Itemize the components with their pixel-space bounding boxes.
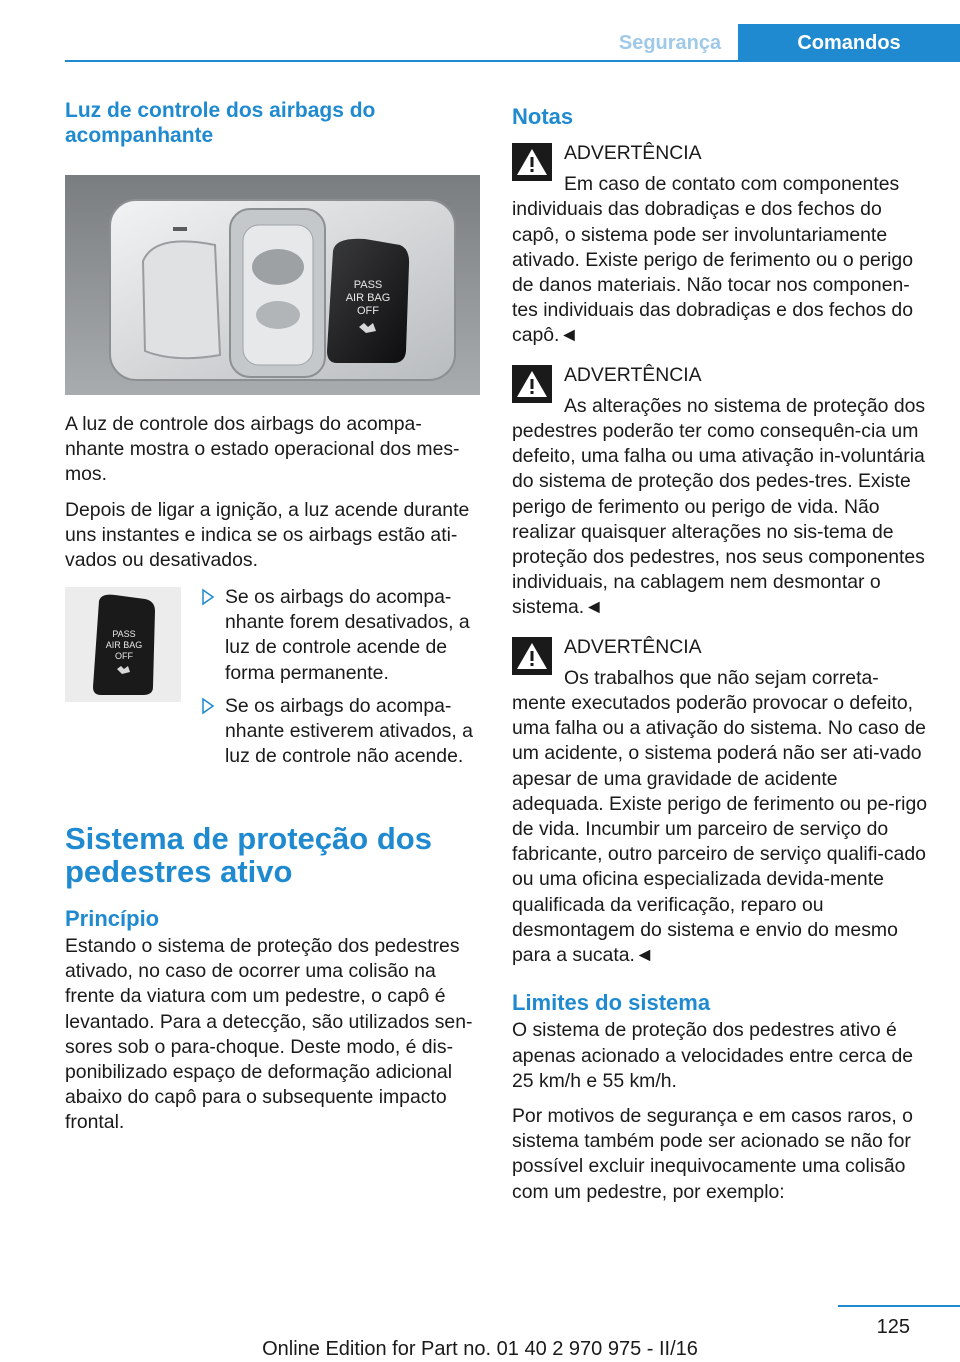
heading-airbag-light: Luz de controle dos airbags do acompanhante bbox=[65, 99, 376, 147]
footer-rule bbox=[838, 1305, 960, 1307]
paragraph-airbag-light-1: A luz de controle dos airbags do acompa-nhante mostra o estado operacional dos mes-mos. bbox=[65, 413, 460, 486]
right-column bbox=[512, 104, 928, 1205]
list-item: Se os airbags do acompa-nhante estiverem ativados, a luz de controle não acende. bbox=[201, 694, 481, 770]
paragraph-airbag-light-2: Depois de ligar a ignição, a luz acende durante uns instantes e indica se os airbags estão ati-vados ou desativados. bbox=[65, 498, 470, 572]
heading-pedestrian-system: Sistema de proteção dos pedestres ativo bbox=[65, 821, 432, 889]
heading-limits: Limites do sistema bbox=[512, 990, 711, 1016]
header-rule bbox=[65, 60, 960, 62]
pass-airbag-label: PASS bbox=[353, 279, 383, 291]
triangle-bullet-icon bbox=[201, 588, 215, 606]
edition-note: Online Edition for Part no. 01 40 2 970 975 - II/16 bbox=[262, 1338, 698, 1360]
bullet-list bbox=[201, 585, 481, 769]
left-column bbox=[65, 98, 481, 573]
svg-text:PASS: PASS bbox=[112, 629, 136, 639]
heading-principle: Princípio bbox=[65, 906, 160, 931]
warning-1: ADVERTÊNCIA Em caso de contato com componentes individuais das dobradiças e dos fechos do capô, o sistema pode ser involuntariamente ativado. Existe perigo de ferimento ou o perigo de danos materiais. Não tocar nos componen-tes individuais das dobradiças e dos fechos do capô.◄ bbox=[512, 142, 913, 347]
airbag-control-photo bbox=[65, 175, 480, 395]
tab-comandos[interactable]: Comandos bbox=[738, 24, 960, 62]
paragraph-principle: Estando o sistema de proteção dos pedestres ativado, no caso de ocorrer uma colisão na frente da viatura com um pedestre, o capô é levantado. Para a detecção, são utilizados sen-sores sob o para-choque. Deste modo, é dis-ponibilizado espaço de deformação adicional abaixo do capô para o subsequente impacto frontal. bbox=[65, 935, 473, 1134]
warning-icon bbox=[512, 143, 552, 181]
svg-text:AIR BAG: AIR BAG bbox=[105, 640, 143, 650]
list-item: Se os airbags do acompa-nhante forem desativados, a luz de controle acende de forma permanente. bbox=[201, 585, 481, 686]
warning-icon bbox=[512, 365, 552, 403]
triangle-bullet-icon bbox=[201, 697, 215, 715]
paragraph-limits-1: O sistema de proteção dos pedestres ativo é apenas acionado a velocidades entre cerca de 25 km/h e 55 km/h. bbox=[512, 1019, 914, 1092]
warning-2: ADVERTÊNCIA As alterações no sistema de proteção dos pedestres poderão ter como consequên-cia um defeito, uma falha ou uma ativação in-voluntária do sistema de proteção dos pedes-tres. Existe perigo de ferimento ou perigo de vida. Não realizar quaisquer alterações no sis-tema de proteção dos pedestres, nos seus componentes individuais, na cablagem nem desmontar o sistema.◄ bbox=[512, 363, 926, 619]
paragraph-limits-2: Por motivos de segurança e em casos raros, o sistema também pode ser acionado se não for possível excluir inequivocamente uma colisão com um pedestre, por exemplo: bbox=[512, 1104, 913, 1203]
svg-text:OFF: OFF bbox=[115, 651, 133, 661]
svg-text:AIR BAG: AIR BAG bbox=[345, 292, 391, 304]
warning-icon bbox=[512, 637, 552, 675]
airbag-off-button-photo bbox=[65, 587, 181, 702]
heading-notes: Notas bbox=[512, 104, 574, 129]
page-number: 125 bbox=[876, 1316, 910, 1338]
warning-3: ADVERTÊNCIA Os trabalhos que não sejam correta-mente executados poderão provocar o defeito, uma falha ou a ativação do sistema. No caso de um acidente, o sistema poderá não ser ati-vado apesar de uma gravidade de acidente adequada. Existe perigo de ferimento ou pe-rigo de vida. Incumbir um parceiro de serviço do fabricante, outro parceiro de serviço qualifi-cado ou uma oficina especializada devida-mente qualificada da verificação, reparo ou desmontagem do sistema e envio do mesmo para a sucata.◄ bbox=[512, 635, 928, 967]
svg-text:OFF: OFF bbox=[357, 305, 379, 317]
tab-seguranca[interactable]: Segurança bbox=[618, 32, 722, 54]
pedestrian-section bbox=[65, 822, 481, 1136]
